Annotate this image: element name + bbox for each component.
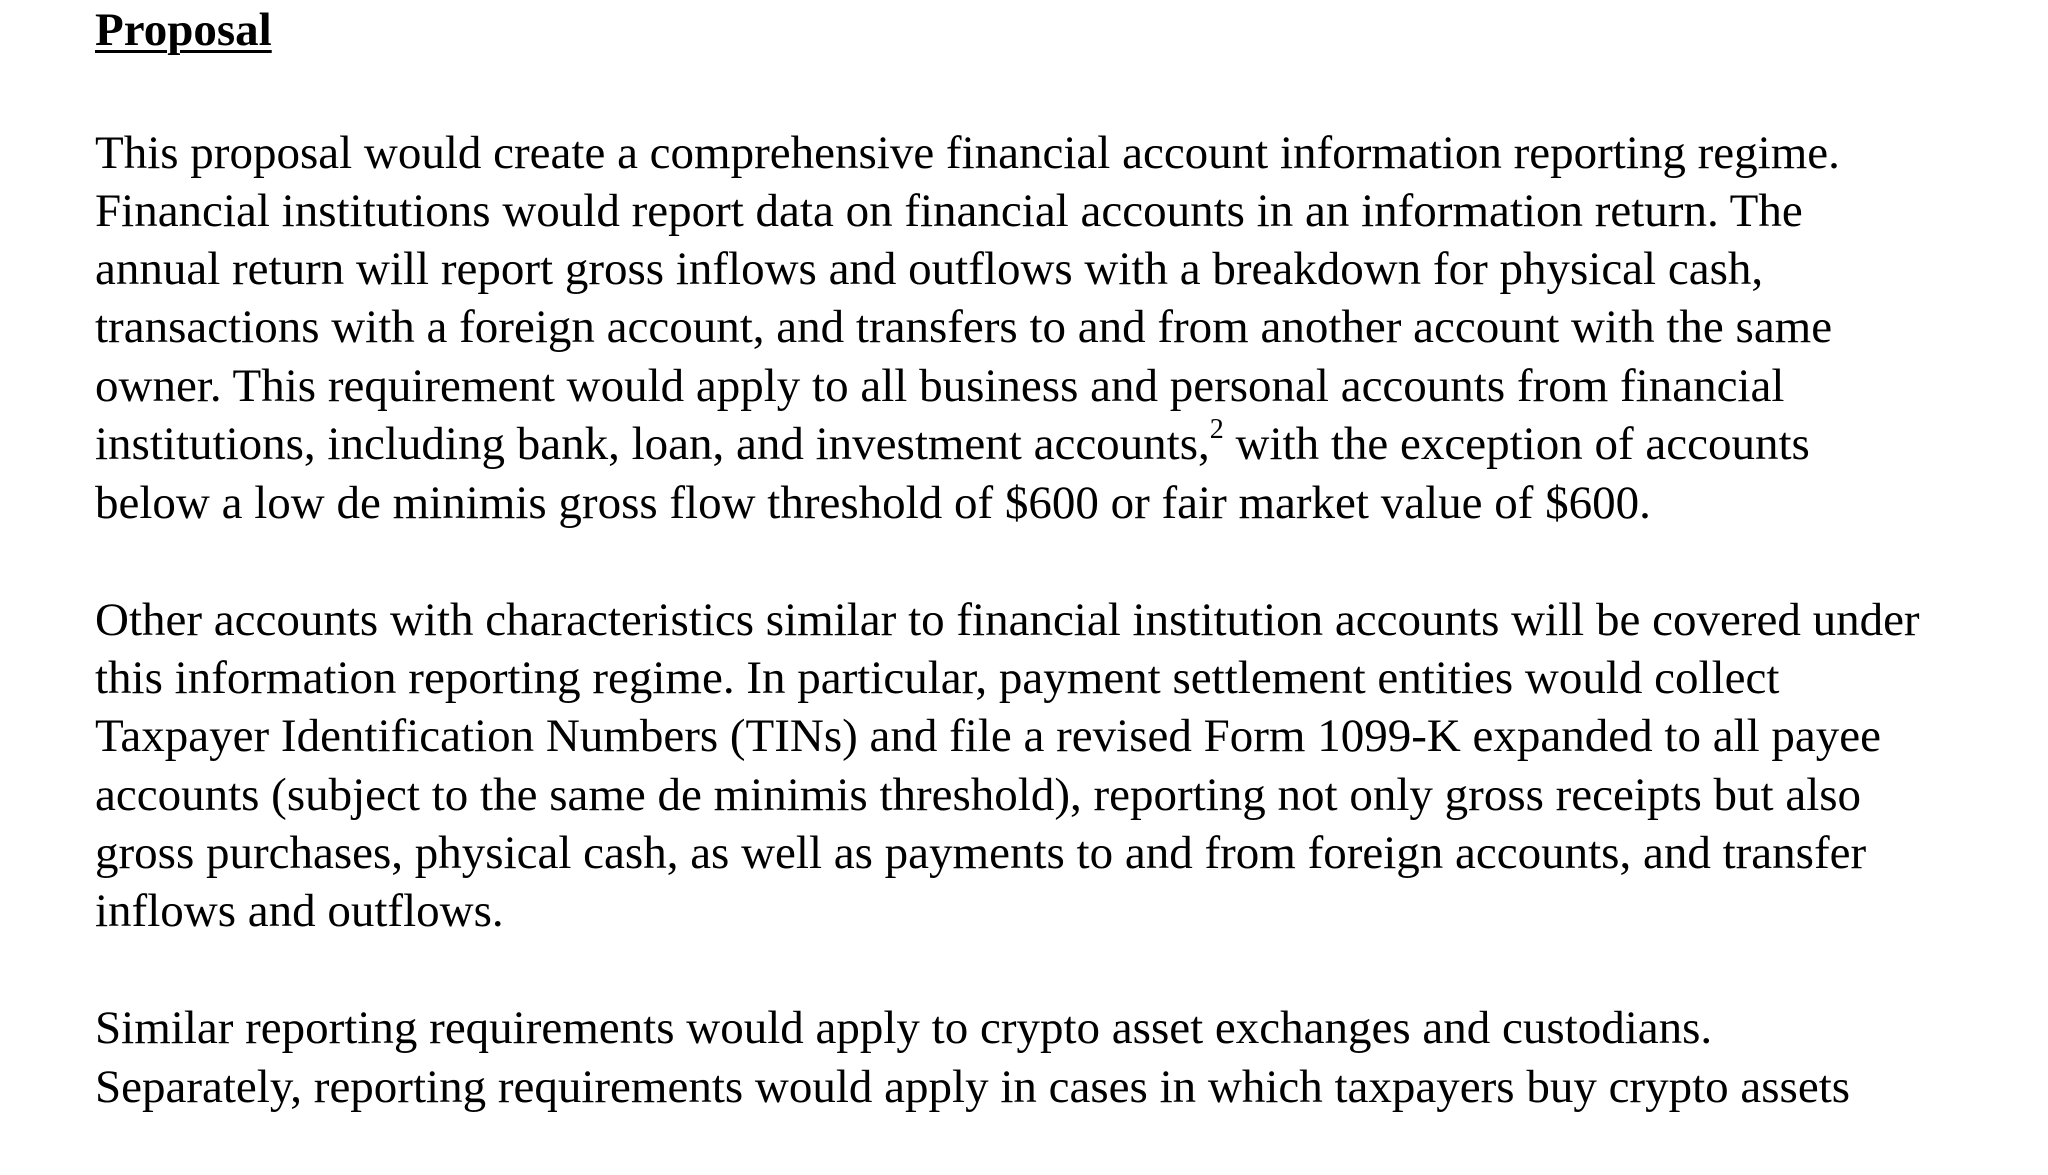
text-line: annual return will report gross inflows and outflows with a breakdown for physical cash, <box>95 243 1764 295</box>
text-line: This proposal would create a comprehensive financial account information reporting regime. <box>95 127 1840 179</box>
text-line: Similar reporting requirements would apply to crypto asset exchanges and custodians. <box>95 1002 1713 1054</box>
text-segment: institutions, including bank, loan, and investment accounts, <box>95 418 1210 470</box>
text-line: Separately, reporting requirements would apply in cases in which taxpayers buy crypto assets <box>95 1061 1851 1113</box>
text-line: owner. This requirement would apply to all business and personal accounts from financial <box>95 360 1785 412</box>
text-line: transactions with a foreign account, and transfers to and from another account with the same <box>95 301 1833 353</box>
footnote-marker: 2 <box>1209 414 1224 446</box>
text-line: Other accounts with characteristics similar to financial institution accounts will be covered under <box>95 594 1920 646</box>
text-segment: with the exception of accounts <box>1223 418 1810 470</box>
text-line: gross purchases, physical cash, as well as payments to and from foreign accounts, and transfer <box>95 827 1867 879</box>
section-heading: Proposal <box>95 4 272 56</box>
text-line: this information reporting regime. In particular, payment settlement entities would collect <box>95 652 1780 704</box>
text-line <box>95 414 1810 474</box>
text-line: below a low de minimis gross flow threshold of $600 or fair market value of $600. <box>95 477 1651 529</box>
text-line: Taxpayer Identification Numbers (TINs) and file a revised Form 1099-K expanded to all payee <box>95 710 1881 762</box>
text-line: Financial institutions would report data on financial accounts in an information return. The <box>95 185 1803 237</box>
text-line: inflows and outflows. <box>95 885 504 937</box>
text-line: accounts (subject to the same de minimis threshold), reporting not only gross receipts but also <box>95 769 1862 821</box>
